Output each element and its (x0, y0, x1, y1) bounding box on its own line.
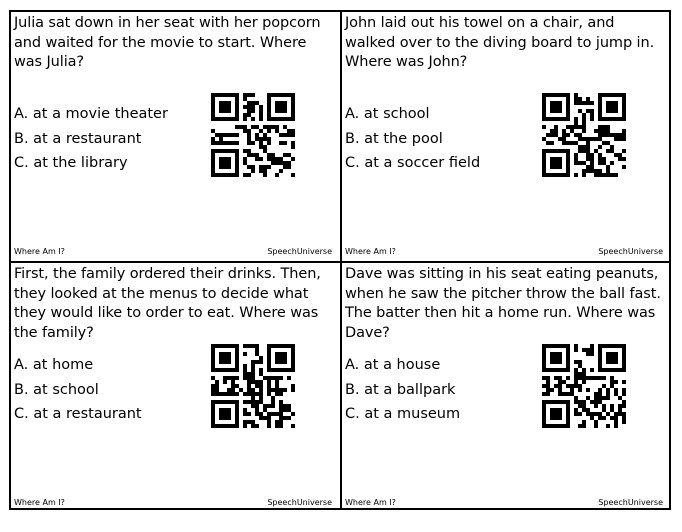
answer-c: C. at a soccer field (345, 155, 481, 171)
task-card-julia (11, 12, 338, 259)
answer-b: B. at a ballpark (345, 381, 456, 398)
footer-brand: SpeechUniverse (267, 498, 332, 507)
task-card-family (11, 263, 338, 510)
answer-a: A. at a house (345, 357, 441, 373)
footer-title: Where Am I? (345, 498, 396, 507)
footer-brand: SpeechUniverse (598, 247, 663, 256)
question-text: Dave was sitting in his seat eating peanuts, when he saw the pitcher throw the ball fast. The batter then hit a home run. Where was Dave? (345, 266, 661, 341)
question-text: First, the family ordered their drinks. Then, they looked at the menus to decide what they would like to order to eat. Where was the family? (14, 266, 321, 341)
answer-b: B. at school (14, 381, 99, 398)
footer-title: Where Am I? (14, 498, 65, 507)
qr-code-icon (542, 344, 626, 428)
qr-code-icon (211, 93, 295, 177)
answer-c: C. at a restaurant (14, 406, 142, 422)
task-card-dave (342, 263, 669, 510)
footer-brand: SpeechUniverse (267, 247, 332, 256)
answer-list (14, 353, 142, 427)
footer-title: Where Am I? (14, 247, 65, 256)
answer-a: A. at a movie theater (14, 106, 168, 122)
answer-b: B. at a restaurant (14, 130, 142, 147)
answer-list (345, 353, 460, 427)
answer-c: C. at the library (14, 155, 128, 171)
answer-a: A. at home (14, 357, 94, 373)
answer-c: C. at a museum (345, 406, 461, 422)
question-text: John laid out his towel on a chair, and walked over to the diving board to jump in. Where was John? (345, 15, 655, 70)
answer-a: A. at school (345, 106, 430, 122)
qr-code-icon (542, 93, 626, 177)
qr-code-icon (211, 344, 295, 428)
footer-title: Where Am I? (345, 247, 396, 256)
footer-brand: SpeechUniverse (598, 498, 663, 507)
answer-b: B. at the pool (345, 130, 443, 147)
answer-list (14, 102, 168, 176)
task-card-john (342, 12, 669, 259)
task-card-sheet (9, 10, 671, 510)
question-text: Julia sat down in her seat with her popcorn and waited for the movie to start. Where was Julia? (14, 15, 321, 70)
answer-list (345, 102, 480, 176)
